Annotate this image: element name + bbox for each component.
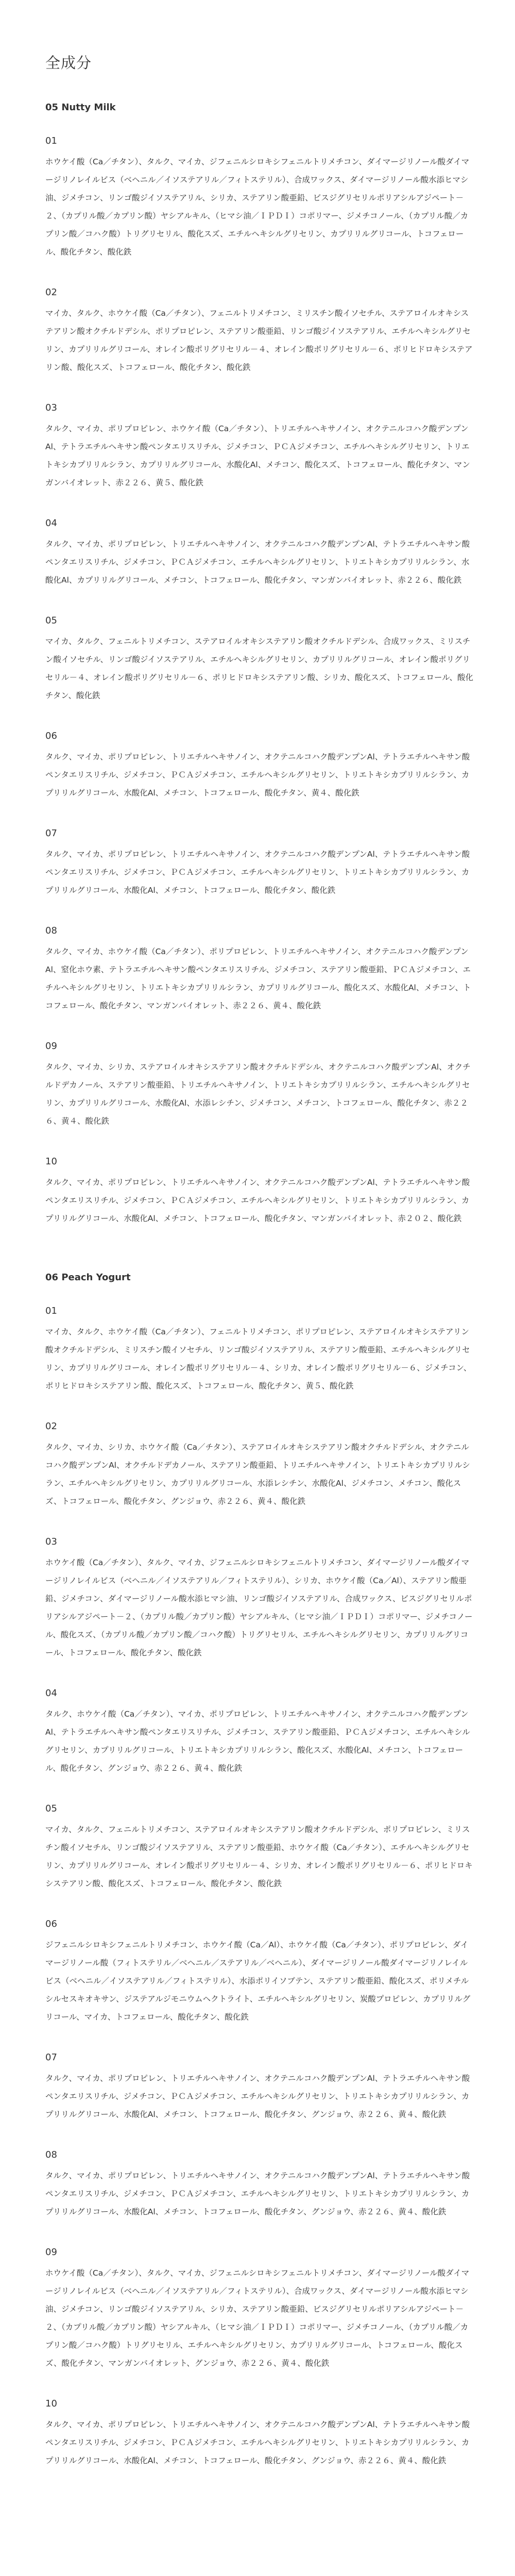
shade-item — [45, 1302, 474, 1395]
shade-number: 03 — [45, 1536, 57, 1547]
shade-item — [45, 1685, 474, 1777]
ingredient-list: タルク、マイカ、シリカ、ステアロイルオキシステアリン酸オクチルドデシル、オクテニルコハク酸デンプンAl、オクチルドデカノール、ステアリン酸亜鉛、トリエチルヘキサノイン、トリエトキシカプリリルシラン、エチルヘキシルグリセリン、カプリリルグリコール、水酸化Al、水添レシチン、ジメチコン、メチコン、トコフェロール、酸化チタン、赤２２６、黄４、酸化鉄 — [45, 1062, 471, 1126]
shade-number: 06 — [45, 731, 57, 741]
shade-number: 08 — [45, 925, 57, 936]
ingredient-list: タルク、マイカ、ポリプロピレン、トリエチルヘキサノイン、オクテニルコハク酸デンプンAl、テトラエチルヘキサン酸ペンタエリスリチル、ジメチコン、ＰＣＡジメチコン、エチルヘキシルグリセリン、トリエトキシカプリリルシラン、カプリリルグリコール、水酸化Al、メチコン、トコフェロール、酸化チタン、黄４、酸化鉄 — [45, 752, 470, 798]
shade-number: 01 — [45, 1306, 57, 1316]
shade-item — [45, 132, 474, 261]
ingredient-list: ホウケイ酸（Ca／チタン）、タルク、マイカ、ジフェニルシロキシフェニルトリメチコン、ダイマージリノール酸ダイマージリノレイルビス（ベヘニル／イソステアリル／フィトステリル）、シリカ、ホウケイ酸（Ca／Al）、ステアリン酸亜鉛、ジメチコン、ダイマージリノール酸水添ヒマシ油、リンゴ酸ジイソステアリル、合成ワックス、ビスジグリセリルポリアシルアジペート－２、（カプリル酸／カプリン酸）ヤシアルキル、（ヒマシ油／ＩＰＤＩ）コポリマー、ジメチコノール、酸化スズ、（カプリル酸／カプリン酸／コハク酸）トリグリセリル、エチルヘキシルグリセリン、カプリリルグリコール、トコフェロール、酸化チタン、酸化鉄 — [45, 1558, 473, 1657]
ingredient-list: ホウケイ酸（Ca／チタン）、タルク、マイカ、ジフェニルシロキシフェニルトリメチコン、ダイマージリノール酸ダイマージリノレイルビス（ベヘニル／イソステアリル／フィトステリル）、合成ワックス、ダイマージリノール酸水添ヒマシ油、ジメチコン、リンゴ酸ジイソステアリル、シリカ、ステアリン酸亜鉛、ビスジグリセリルポリアシルアジペート－２、（カプリル酸／カプリン酸）ヤシアルキル、（ヒマシ油／ＩＰＤＩ）コポリマー、ジメチコノール、（カプリル酸／カプリン酸／コハク酸）トリグリセリル、エチルヘキシルグリセリン、カプリリルグリコール、トコフェロール、酸化スズ、酸化チタン、マンガンバイオレット、グンジョウ、赤２２６、黄４、酸化鉄 — [45, 2268, 470, 2368]
ingredient-list: タルク、マイカ、シリカ、ホウケイ酸（Ca／チタン）、ステアロイルオキシステアリン酸オクチルドデシル、オクテニルコハク酸デンプンAl、オクチルドデカノール、ステアリン酸亜鉛、トリエチルヘキサノイン、トリエトキシカプリリルシラン、エチルヘキシルグリセリン、カプリリルグリコール、水添レシチン、水酸化Al、ジメチコン、メチコン、酸化スズ、トコフェロール、酸化チタン、グンジョウ、赤２２６、黄４、酸化鉄 — [45, 1443, 470, 1506]
ingredient-list: タルク、マイカ、ポリプロピレン、ホウケイ酸（Ca／チタン）、トリエチルヘキサノイン、オクテニルコハク酸デンプンAl、テトラエチルヘキサン酸ペンタエリスリチル、ジメチコン、ＰＣＡジメチコン、エチルヘキシルグリセリン、トリエトキシカプリリルシラン、カプリリルグリコール、水酸化Al、メチコン、酸化スズ、トコフェロール、酸化チタン、マンガンバイオレット、赤２２６、黄５、酸化鉄 — [45, 424, 470, 487]
shade-item — [45, 1800, 474, 1893]
shade-number: 07 — [45, 828, 57, 839]
section-title: 05 Nutty Milk — [45, 102, 116, 113]
shade-item — [45, 2395, 474, 2470]
ingredient-list: タルク、マイカ、ポリプロピレン、トリエチルヘキサノイン、オクテニルコハク酸デンプンAl、テトラエチルヘキサン酸ペンタエリスリチル、ジメチコン、ＰＣＡジメチコン、エチルヘキシルグリセリン、トリエトキシカプリリルシラン、カプリリルグリコール、水酸化Al、メチコン、トコフェロール、酸化チタン、グンジョウ、赤２２６、黄４、酸化鉄 — [45, 2074, 470, 2119]
shade-number: 05 — [45, 1803, 57, 1814]
section-title: 06 Peach Yogurt — [45, 1272, 131, 1283]
shade-number: 10 — [45, 1156, 57, 1167]
shade-number: 10 — [45, 2398, 57, 2409]
ingredient-list: ホウケイ酸（Ca／チタン）、タルク、マイカ、ジフェニルシロキシフェニルトリメチコン、ダイマージリノール酸ダイマージリノレイルビス（ベヘニル／イソステアリル／フィトステリル）、合成ワックス、ダイマージリノール酸水添ヒマシ油、ジメチコン、リンゴ酸ジイソステアリル、シリカ、ステアリン酸亜鉛、ビスジグリセリルポリアシルアジペート－２、（カプリル酸／カプリン酸）ヤシアルキル、（ヒマシ油／ＩＰＤＩ）コポリマー、ジメチコノール、（カプリル酸／カプリン酸／コハク酸）トリグリセリル、酸化スズ、エチルヘキシルグリセリン、カプリリルグリコール、トコフェロール、酸化チタン、酸化鉄 — [45, 157, 470, 257]
shade-item — [45, 1038, 474, 1130]
ingredient-list: タルク、マイカ、ポリプロピレン、トリエチルヘキサノイン、オクテニルコハク酸デンプンAl、テトラエチルヘキサン酸ペンタエリスリチル、ジメチコン、ＰＣＡジメチコン、エチルヘキシルグリセリン、トリエトキシカプリリルシラン、カプリリルグリコール、水酸化Al、メチコン、トコフェロール、酸化チタン、グンジョウ、赤２２６、黄４、酸化鉄 — [45, 2171, 470, 2216]
shade-number: 06 — [45, 1919, 57, 1929]
shade-number: 09 — [45, 1041, 57, 1052]
shade-item — [45, 2244, 474, 2372]
shade-list — [45, 132, 474, 1228]
ingredient-list: ジフェニルシロキシフェニルトリメチコン、ホウケイ酸（Ca／Al）、ホウケイ酸（Ca／チタン）、ポリプロピレン、ダイマージリノール酸（フィトステリル／ベヘニル／ステアリル／ベヘニル）、ダイマージリノール酸ダイマージリノレイルビス（ベヘニル／イソステアリル／フィトステリル）、水添ポリイソブテン、ステアリン酸亜鉛、酸化スズ、ポリメチルシルセスキオキサン、ジステアルジモニウムヘクトライト、エチルヘキシルグリセリン、炭酸プロピレン、カプリリルグリコール、マイカ、トコフェロール、酸化チタン、酸化鉄 — [45, 1940, 471, 2022]
product-section — [45, 1272, 474, 2470]
ingredient-list: タルク、マイカ、ポリプロピレン、トリエチルヘキサノイン、オクテニルコハク酸デンプンAl、テトラエチルヘキサン酸ペンタエリスリチル、ジメチコン、ＰＣＡジメチコン、エチルヘキシルグリセリン、トリエトキシカプリリルシラン、カプリリルグリコール、水酸化Al、メチコン、トコフェロール、酸化チタン、グンジョウ、赤２２６、黄４、酸化鉄 — [45, 2420, 470, 2465]
product-section — [45, 102, 474, 1228]
shade-number: 09 — [45, 2247, 57, 2258]
shade-item — [45, 284, 474, 377]
shade-item — [45, 515, 474, 589]
ingredient-list: タルク、マイカ、ポリプロピレン、トリエチルヘキサノイン、オクテニルコハク酸デンプンAl、テトラエチルヘキサン酸ペンタエリスリチル、ジメチコン、ＰＣＡジメチコン、エチルヘキシルグリセリン、トリエトキシカプリリルシラン、カプリリルグリコール、水酸化Al、メチコン、トコフェロール、酸化チタン、マンガンバイオレット、赤２０２、酸化鉄 — [45, 1178, 470, 1223]
shade-item — [45, 612, 474, 705]
ingredient-list: マイカ、タルク、ホウケイ酸（Ca／チタン）、フェニルトリメチコン、ミリスチン酸イソセチル、ステアロイルオキシステアリン酸オクチルドデシル、ポリプロピレン、ステアリン酸亜鉛、リンゴ酸ジイソステアリル、エチルヘキシルグリセリン、カプリリルグリコール、オレイン酸ポリグリセリル－４、オレイン酸ポリグリセリル－６、ポリヒドロキシステアリン酸、酸化スズ、トコフェロール、酸化チタン、酸化鉄 — [45, 309, 473, 372]
ingredient-list: タルク、マイカ、ポリプロピレン、トリエチルヘキサノイン、オクテニルコハク酸デンプンAl、テトラエチルヘキサン酸ペンタエリスリチル、ジメチコン、ＰＣＡジメチコン、エチルヘキシルグリセリン、トリエトキシカプリリルシラン、水酸化Al、カプリリルグリコール、メチコン、トコフェロール、酸化チタン、マンガンバイオレット、赤２２６、酸化鉄 — [45, 539, 470, 585]
ingredient-list: マイカ、タルク、フェニルトリメチコン、ステアロイルオキシステアリン酸オクチルドデシル、ポリプロピレン、ミリスチン酸イソセチル、リンゴ酸ジイソステアリル、ステアリン酸亜鉛、ホウケイ酸（Ca／チタン）、エチルヘキシルグリセリン、カプリリルグリコール、オレイン酸ポリグリセリル－４、シリカ、オレイン酸ポリグリセリル－６、ポリヒドロキシステアリン酸、酸化スズ、トコフェロール、酸化チタン、酸化鉄 — [45, 1825, 473, 1888]
shade-number: 07 — [45, 2052, 57, 2063]
page-title: 全成分 — [45, 54, 92, 72]
shade-item — [45, 2049, 474, 2124]
shade-number: 01 — [45, 135, 57, 146]
ingredient-list: タルク、ホウケイ酸（Ca／チタン）、マイカ、ポリプロピレン、トリエチルヘキサノイン、オクテニルコハク酸デンプンAl、テトラエチルヘキサン酸ペンタエリスリチル、ジメチコン、ステアリン酸亜鉛、ＰＣＡジメチコン、エチルヘキシルグリセリン、カプリリルグリコール、トリエトキシカプリリルシラン、酸化スズ、水酸化Al、メチコン、トコフェロール、酸化チタン、グンジョウ、赤２２６、黄４、酸化鉄 — [45, 1709, 470, 1773]
shade-item — [45, 1533, 474, 1662]
ingredient-sections — [45, 102, 474, 2470]
shade-item — [45, 2146, 474, 2221]
shade-item — [45, 922, 474, 1015]
shade-number: 04 — [45, 518, 57, 529]
shade-item — [45, 825, 474, 900]
shade-number: 04 — [45, 1688, 57, 1699]
shade-number: 02 — [45, 1421, 57, 1432]
ingredient-list: マイカ、タルク、フェニルトリメチコン、ステアロイルオキシステアリン酸オクチルドデシル、合成ワックス、ミリスチン酸イソセチル、リンゴ酸ジイソステアリル、エチルヘキシルグリセリン、カプリリルグリコール、オレイン酸ポリグリセリル－４、オレイン酸ポリグリセリル－６、ポリヒドロキシステアリン酸、シリカ、酸化スズ、トコフェロール、酸化チタン、酸化鉄 — [45, 637, 473, 700]
shade-number: 05 — [45, 615, 57, 626]
shade-item — [45, 1418, 474, 1511]
shade-number: 02 — [45, 287, 57, 298]
shade-number: 08 — [45, 2149, 57, 2160]
ingredient-list: タルク、マイカ、ポリプロピレン、トリエチルヘキサノイン、オクテニルコハク酸デンプンAl、テトラエチルヘキサン酸ペンタエリスリチル、ジメチコン、ＰＣＡジメチコン、エチルヘキシルグリセリン、トリエトキシカプリリルシラン、カプリリルグリコール、水酸化Al、メチコン、トコフェロール、酸化チタン、酸化鉄 — [45, 850, 470, 895]
ingredient-list: タルク、マイカ、ホウケイ酸（Ca／チタン）、ポリプロピレン、トリエチルヘキサノイン、オクテニルコハク酸デンプンAl、窒化ホウ素、テトラエチルヘキサン酸ペンタエリスリチル、ジメチコン、ステアリン酸亜鉛、ＰＣＡジメチコン、エチルヘキシルグリセリン、トリエトキシカプリリルシラン、カプリリルグリコール、酸化スズ、水酸化Al、メチコン、トコフェロール、酸化チタン、マンガンバイオレット、赤２２６、黄４、酸化鉄 — [45, 947, 471, 1010]
shade-item — [45, 399, 474, 492]
shade-list — [45, 1302, 474, 2470]
ingredient-list: マイカ、タルク、ホウケイ酸（Ca／チタン）、フェニルトリメチコン、ポリプロピレン、ステアロイルオキシステアリン酸オクチルドデシル、ミリスチン酸イソセチル、リンゴ酸ジイソステアリル、ステアリン酸亜鉛、エチルヘキシルグリセリン、カプリリルグリコール、オレイン酸ポリグリセリル－４、シリカ、オレイン酸ポリグリセリル－６、ジメチコン、ポリヒドロキシステアリン酸、酸化スズ、トコフェロール、酸化チタン、黄５、酸化鉄 — [45, 1327, 472, 1391]
shade-number: 03 — [45, 402, 57, 413]
shade-item — [45, 727, 474, 802]
shade-item — [45, 1153, 474, 1228]
shade-item — [45, 1916, 474, 2026]
